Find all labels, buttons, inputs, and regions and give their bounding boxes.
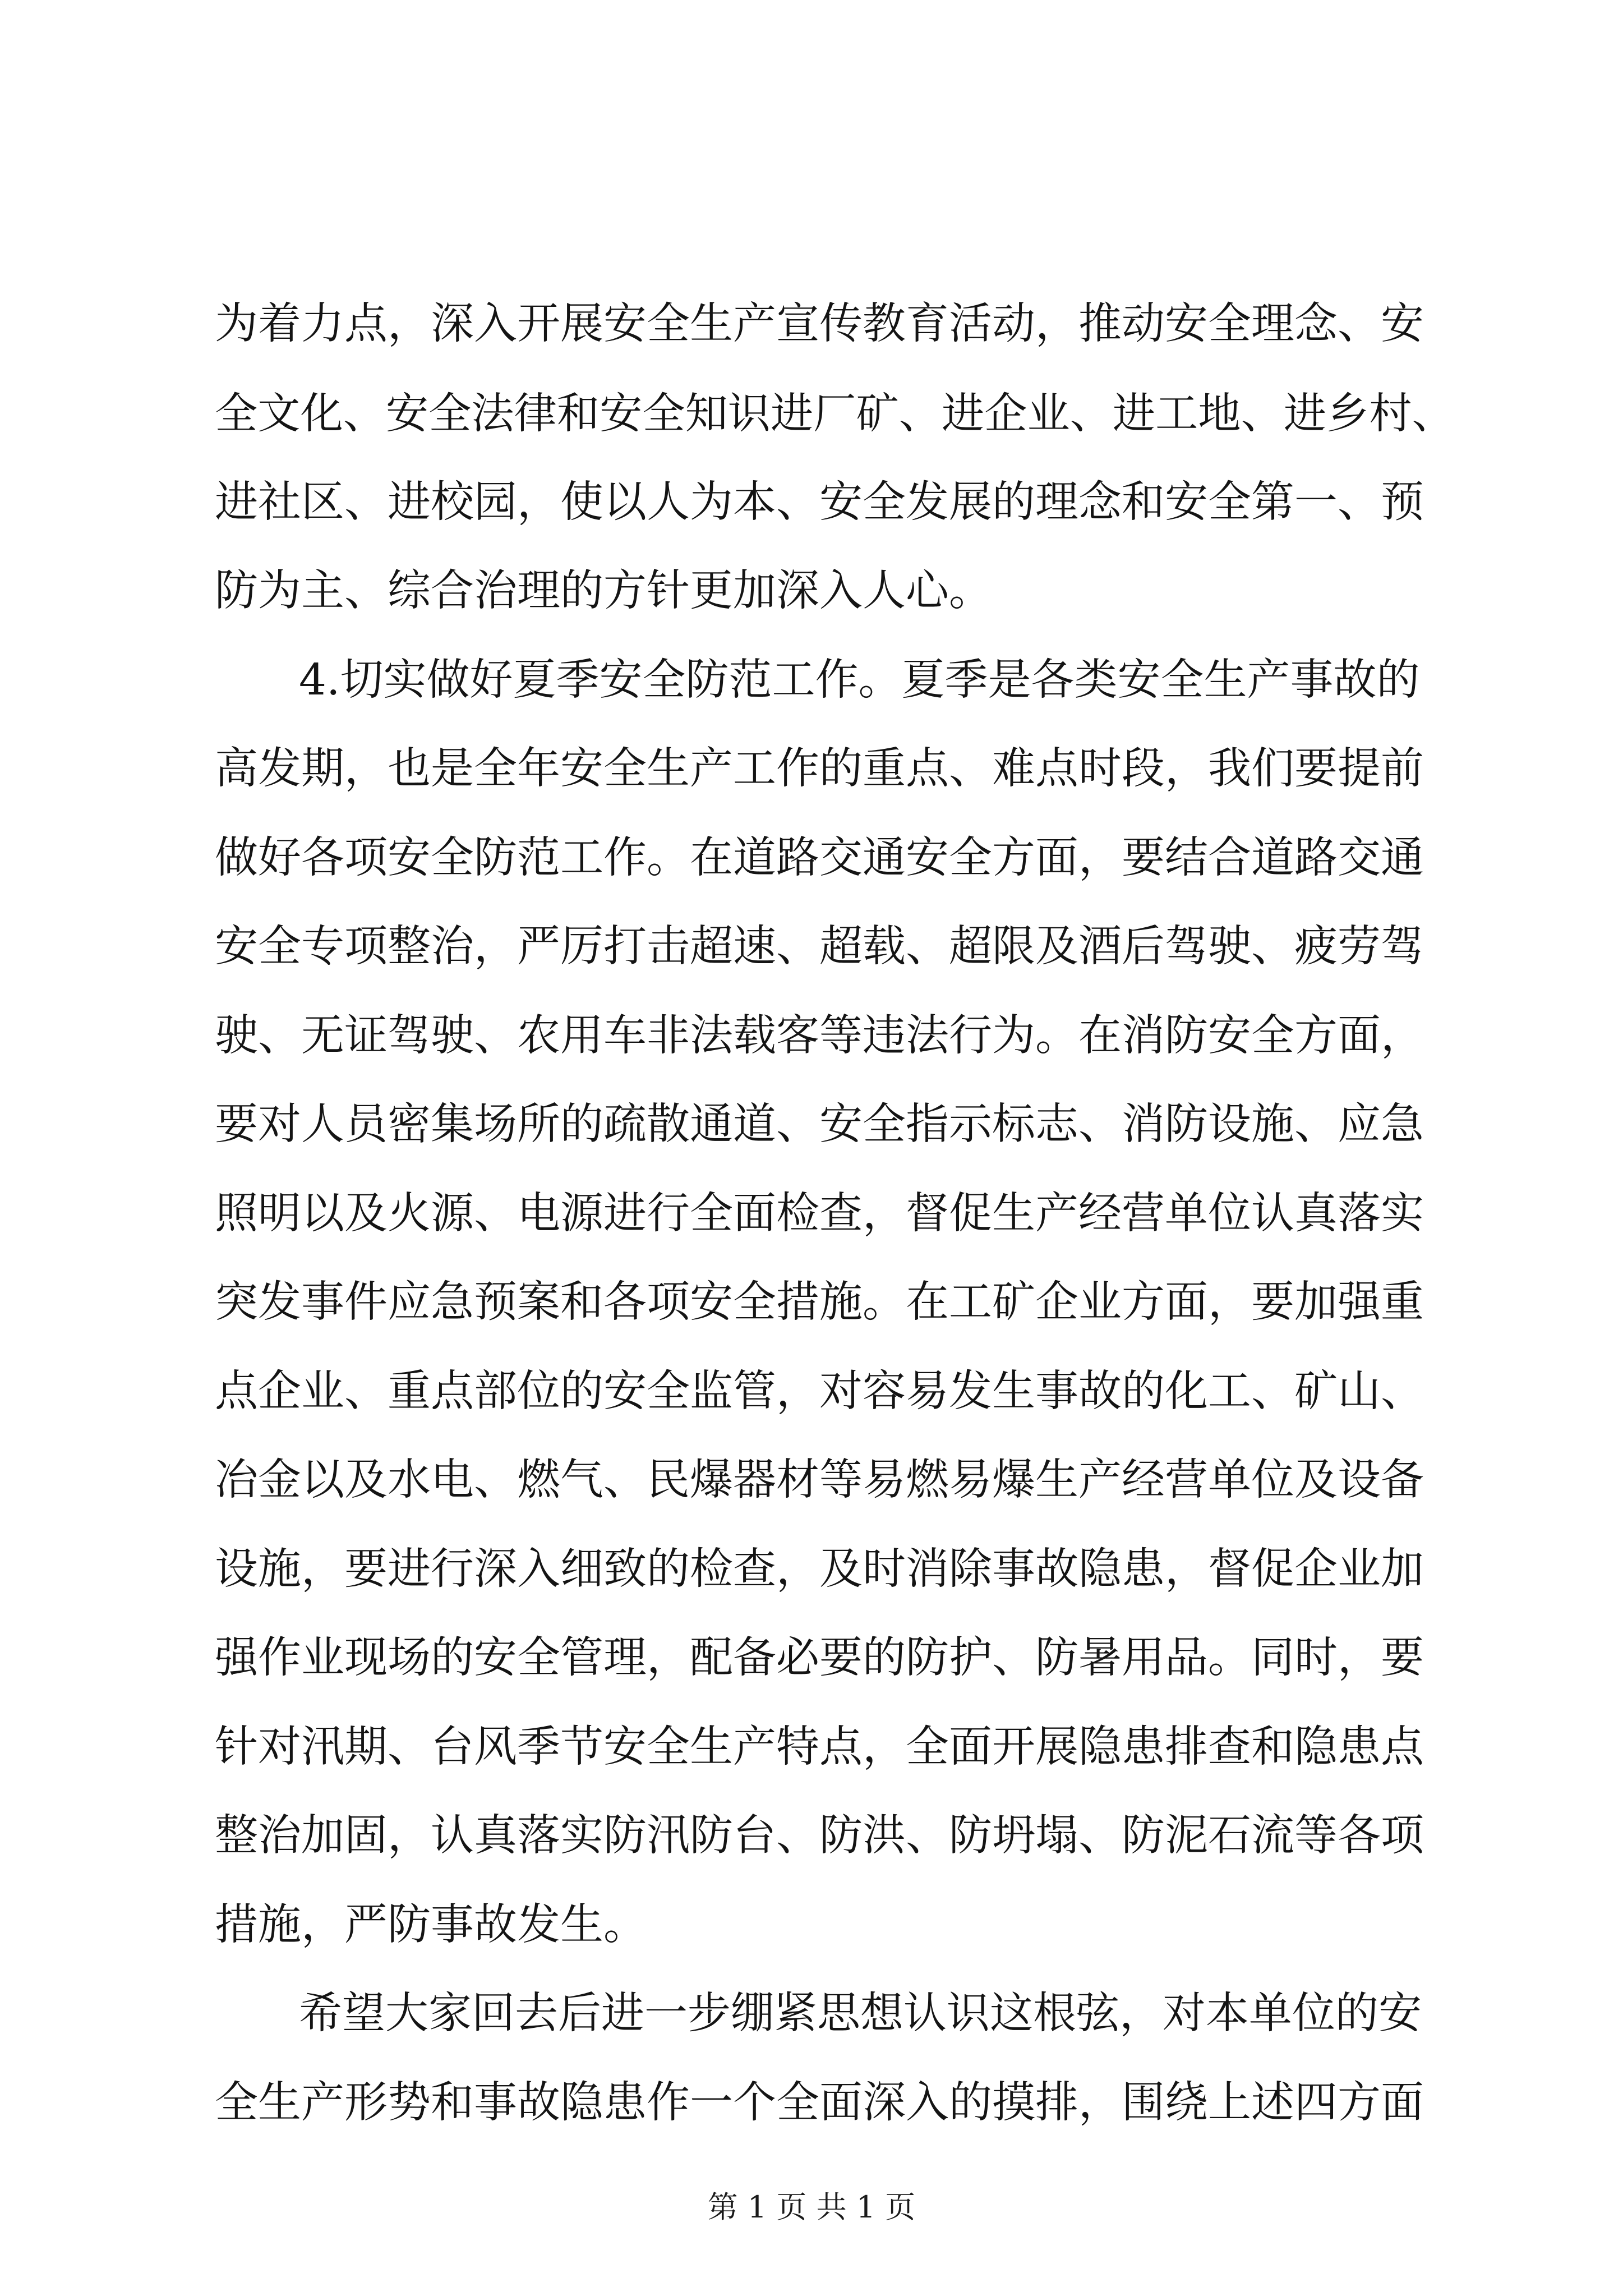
text-line: 设施，要进行深入细致的检查，及时消除事故隐患，督促企业加 xyxy=(215,1544,1424,1594)
text-line: 全生产形势和事故隐患作一个全面深入的摸排，围绕上述四方面 xyxy=(215,2078,1424,2128)
text-line: 驶、无证驾驶、农用车非法载客等违法行为。在消防安全方面， xyxy=(215,1011,1424,1061)
text-line: 安全专项整治，严厉打击超速、超载、超限及酒后驾驶、疲劳驾 xyxy=(215,922,1424,972)
text-line: 全文化、安全法律和安全知识进厂矿、进企业、进工地、进乡村、 xyxy=(215,388,1455,438)
text-line: 要对人员密集场所的疏散通道、安全指示标志、消防设施、应急 xyxy=(215,1099,1424,1149)
paragraph-first-line: 希望大家回去后进一步绷紧思想认识这根弦，对本单位的安 xyxy=(299,1989,1422,2039)
text-line: 强作业现场的安全管理，配备必要的防护、防暑用品。同时，要 xyxy=(215,1633,1424,1683)
text-line: 照明以及火源、电源进行全面检查，督促生产经营单位认真落实 xyxy=(215,1189,1424,1239)
text-line: 措施，严防事故发生。 xyxy=(215,1900,647,1950)
text-line: 进社区、进校园，使以人为本、安全发展的理念和安全第一、预 xyxy=(215,477,1424,527)
text-line: 高发期，也是全年安全生产工作的重点、难点时段，我们要提前 xyxy=(215,744,1424,794)
paragraph-first-line: 4.切实做好夏季安全防范工作。夏季是各类安全生产事故的 xyxy=(299,655,1420,705)
text-line: 防为主、综合治理的方针更加深入人心。 xyxy=(215,566,992,616)
text-line: 突发事件应急预案和各项安全措施。在工矿企业方面，要加强重 xyxy=(215,1277,1424,1327)
text-line: 为着力点，深入开展安全生产宣传教育活动，推动安全理念、安 xyxy=(215,299,1424,349)
page-footer: 第 1 页 共 1 页 xyxy=(707,2189,916,2225)
text-line: 点企业、重点部位的安全监管，对容易发生事故的化工、矿山、 xyxy=(215,1366,1424,1416)
text-line: 整治加固，认真落实防汛防台、防洪、防坍塌、防泥石流等各项 xyxy=(215,1811,1424,1861)
text-line: 冶金以及水电、燃气、民爆器材等易燃易爆生产经营单位及设备 xyxy=(215,1455,1424,1505)
text-line: 针对汛期、台风季节安全生产特点，全面开展隐患排查和隐患点 xyxy=(215,1722,1424,1772)
text-line: 做好各项安全防范工作。在道路交通安全方面，要结合道路交通 xyxy=(215,833,1424,883)
